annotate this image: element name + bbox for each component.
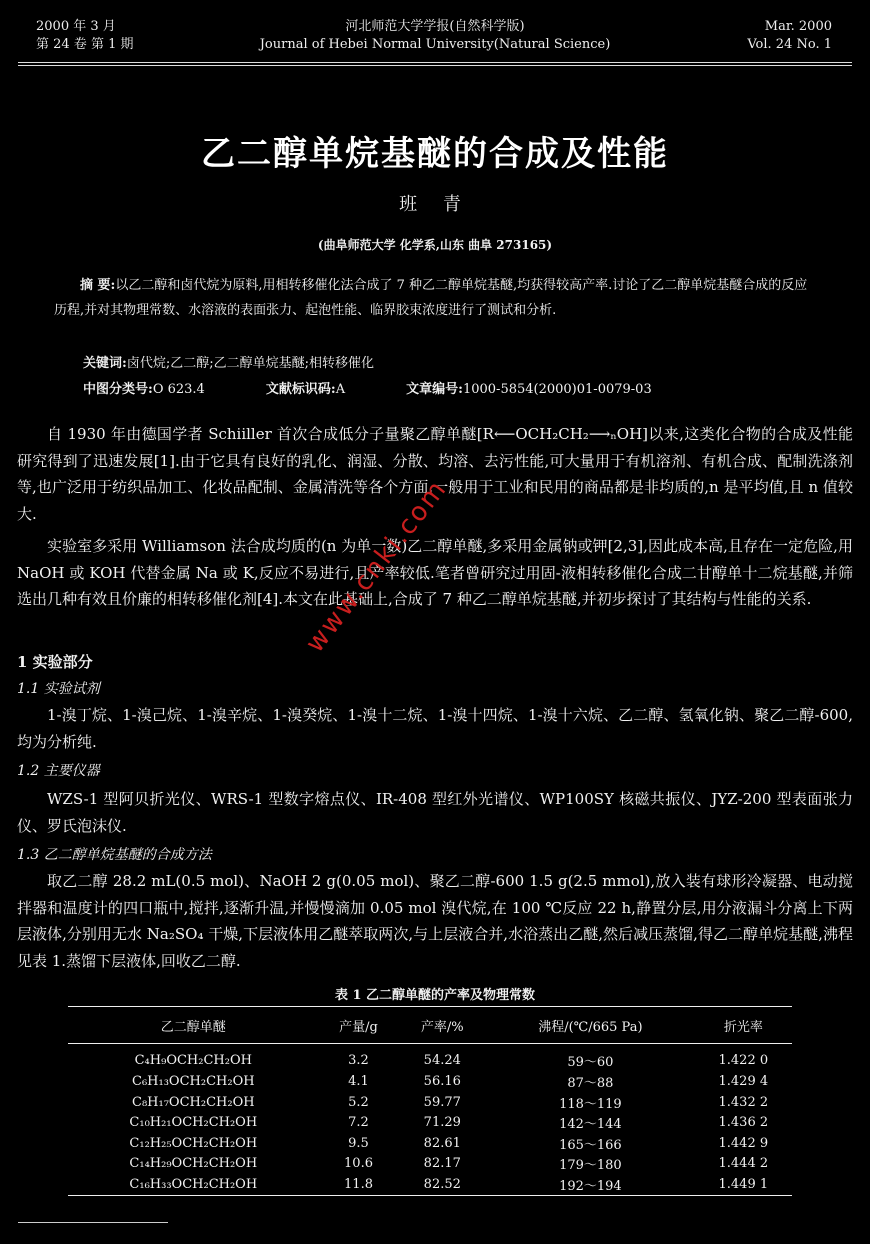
table-cell: 7.2 bbox=[348, 1115, 369, 1131]
journal-name-en: Journal of Hebei Normal University(Natural Science) bbox=[259, 37, 611, 52]
volume-en: Vol. 24 No. 1 bbox=[747, 37, 832, 52]
subsection-heading-1-2: 1.2 主要仪器 bbox=[17, 763, 100, 779]
paragraph-method: 取乙二醇 28.2 mL(0.5 mol)、NaOH 2 g(0.05 mol)、聚乙二醇-600 1.5 g(2.5 mmol),放入装有球形冷凝器、电动搅拌器和温度计的四口瓶中,搅拌,逐渐升温,并慢慢滴加 0.05 mol 溴代烷,在 100 ℃反应 22 h,静置分层,用分液漏斗分离上下两层液体,分别用无水 Na₂SO₄ 干燥,下层液体用乙醚萃取两次,与上层液合并,水浴蒸出乙醚,然后减压蒸馏,得乙二醇单烷基醚,沸程见表 1.蒸馏下层液体,回收乙二醇. bbox=[17, 872, 853, 970]
col-header-boiling: 沸程/(℃/665 Pa) bbox=[486, 1007, 695, 1044]
table-row bbox=[68, 1113, 792, 1134]
table-cell: 179～180 bbox=[559, 1158, 622, 1174]
author: 班 青 bbox=[399, 194, 471, 215]
table-cell: 11.8 bbox=[319, 1174, 399, 1195]
table-cell: 1.442 9 bbox=[718, 1135, 769, 1151]
table-cell: 5.2 bbox=[348, 1094, 369, 1110]
table-cell: C₄H₉OCH₂CH₂OH bbox=[134, 1053, 252, 1069]
table-cell: 71.29 bbox=[423, 1115, 461, 1131]
table-cell: 1.432 2 bbox=[718, 1094, 769, 1110]
subsection-heading-1-1: 1.1 实验试剂 bbox=[17, 681, 100, 697]
table-cell: C₆H₁₃OCH₂CH₂OH bbox=[132, 1074, 255, 1090]
clc-label: 中图分类号: bbox=[83, 382, 153, 397]
section-heading-1: 1 实验部分 bbox=[17, 653, 93, 671]
table-cell: 59～60 bbox=[567, 1055, 614, 1071]
subsection-heading-1-3: 1.3 乙二醇单烷基醚的合成方法 bbox=[17, 847, 212, 863]
table-cell: C₈H₁₇OCH₂CH₂OH bbox=[132, 1094, 255, 1110]
table-cell: 54.24 bbox=[423, 1053, 461, 1069]
table-row bbox=[68, 1174, 792, 1195]
doc-code: A bbox=[335, 382, 346, 397]
table-cell: 3.2 bbox=[348, 1053, 369, 1069]
abstract bbox=[54, 273, 820, 323]
table-cell: C₁₂H₂₅OCH₂CH₂OH bbox=[129, 1135, 258, 1151]
table-header-row bbox=[68, 1007, 792, 1044]
header-rule-top bbox=[18, 62, 852, 63]
table-cell: 87～88 bbox=[567, 1076, 614, 1092]
classification bbox=[83, 378, 652, 397]
paragraph-reagents: 1-溴丁烷、1-溴己烷、1-溴辛烷、1-溴癸烷、1-溴十二烷、1-溴十四烷、1-溴十六烷、乙二醇、氢氧化钠、聚乙二醇-600,均为分析纯. bbox=[17, 706, 853, 751]
table-cell: C₁₀H₂₁OCH₂CH₂OH bbox=[129, 1115, 258, 1131]
table-cell: C₁₆H₃₃OCH₂CH₂OH bbox=[68, 1174, 319, 1195]
issue-date-cn: 2000 年 3 月 bbox=[36, 19, 116, 34]
paragraph-intro-2: 实验室多采用 Williamson 法合成均质的(n 为单一数)乙二醇单醚,多采用金属钠或钾[2,3],因此成本高,且存在一定危险,用 NaOH 或 KOH 代替金属 Na 或 K,反应不易进行,且产率较低.笔者曾研究过用固-液相转移催化合成二甘醇单十二烷基醚,并筛选出几种有效且价廉的相转移催化剂[4].本文在此基础上,合成了 7 种乙二醇单烷基醚,并初步探讨了其结构与性能的关系. bbox=[17, 537, 853, 608]
clc-code: O 623.4 bbox=[152, 382, 205, 397]
table-cell: 82.52 bbox=[398, 1174, 486, 1195]
paragraph-instruments: WZS-1 型阿贝折光仪、WRS-1 型数字熔点仪、IR-408 型红外光谱仪、WP100SY 核磁共振仪、JYZ-200 型表面张力仪、罗氏泡沫仪. bbox=[17, 790, 853, 835]
table-cell: 9.5 bbox=[348, 1135, 369, 1151]
journal-name-cn: 河北师范大学学报(自然科学版) bbox=[345, 19, 525, 34]
table-cell: 165～166 bbox=[559, 1137, 622, 1153]
table-row bbox=[68, 1092, 792, 1113]
abstract-label: 摘 要: bbox=[80, 278, 116, 293]
table-cell: 1.449 1 bbox=[695, 1174, 792, 1195]
table-cell: 82.17 bbox=[423, 1156, 461, 1172]
table-cell: 4.1 bbox=[348, 1074, 369, 1090]
table-cell: 1.429 4 bbox=[718, 1074, 769, 1090]
table-row bbox=[68, 1072, 792, 1093]
issue-date-en: Mar. 2000 bbox=[764, 19, 832, 34]
col-header-ether: 乙二醇单醚 bbox=[68, 1007, 319, 1044]
results-table bbox=[68, 1006, 792, 1196]
table-row bbox=[68, 1044, 792, 1072]
col-header-yield-g: 产量/g bbox=[319, 1007, 399, 1044]
header-rule-bottom bbox=[18, 65, 852, 66]
paper-title: 乙二醇单烷基醚的合成及性能 bbox=[201, 134, 669, 174]
table-cell: 82.61 bbox=[423, 1135, 461, 1151]
table-row bbox=[68, 1133, 792, 1154]
header-center bbox=[0, 18, 870, 54]
paragraph-intro-1: 自 1930 年由德国学者 Schiiller 首次合成低分子量聚乙醇单醚[R⟵OCH₂CH₂⟶ₙOH]以来,这类化合物的合成及性能研究得到了迅速发展[1].由于它具有良好的乳化、润湿、分散、均溶、去污性能,可大量用于有机溶剂、有机合成、配制洗涤剂等,也广泛用于纺织品加工、化妆品配制、金属清洗等各个方面.一般用于工业和民用的商品都是非均质的,n 是平均值,且 n 值较大. bbox=[17, 425, 853, 523]
table-cell: 192～194 bbox=[486, 1174, 695, 1195]
table-cell: C₁₄H₂₉OCH₂CH₂OH bbox=[129, 1156, 258, 1172]
watermark: www.cnki.com bbox=[300, 474, 454, 659]
table-cell: 10.6 bbox=[344, 1156, 373, 1172]
table-caption: 表 1 乙二醇单醚的产率及物理常数 bbox=[334, 988, 536, 1003]
table-cell: 1.436 2 bbox=[718, 1115, 769, 1131]
table-cell: 1.444 2 bbox=[718, 1156, 769, 1172]
table-cell: 56.16 bbox=[423, 1074, 461, 1090]
keywords bbox=[83, 352, 374, 371]
article-label: 文章编号: bbox=[406, 382, 463, 397]
table-cell: 118～119 bbox=[559, 1096, 622, 1112]
affiliation: (曲阜师范大学 化学系,山东 曲阜 273165) bbox=[317, 238, 553, 252]
footnote-rule bbox=[18, 1222, 168, 1223]
col-header-yield-pct: 产率/% bbox=[398, 1007, 486, 1044]
keywords-label: 关键词: bbox=[83, 356, 127, 371]
volume-cn: 第 24 卷 第 1 期 bbox=[36, 37, 134, 52]
keywords-text: 卤代烷;乙二醇;乙二醇单烷基醚;相转移催化 bbox=[126, 356, 374, 371]
col-header-refractive: 折光率 bbox=[695, 1007, 792, 1044]
table-cell: 1.422 0 bbox=[718, 1053, 769, 1069]
header-right bbox=[747, 18, 832, 54]
abstract-text: 以乙二醇和卤代烷为原料,用相转移催化法合成了 7 种乙二醇单烷基醚,均获得较高产率.讨论了乙二醇单烷基醚合成的反应历程,并对其物理常数、水溶液的表面张力、起泡性能、临界胶束浓度进行了测试和分析. bbox=[54, 278, 808, 318]
doc-label: 文献标识码: bbox=[265, 382, 336, 397]
table-cell: 59.77 bbox=[423, 1094, 461, 1110]
table-row bbox=[68, 1154, 792, 1175]
article-number: 1000-5854(2000)01-0079-03 bbox=[462, 382, 652, 397]
table-cell: 142～144 bbox=[559, 1117, 622, 1133]
